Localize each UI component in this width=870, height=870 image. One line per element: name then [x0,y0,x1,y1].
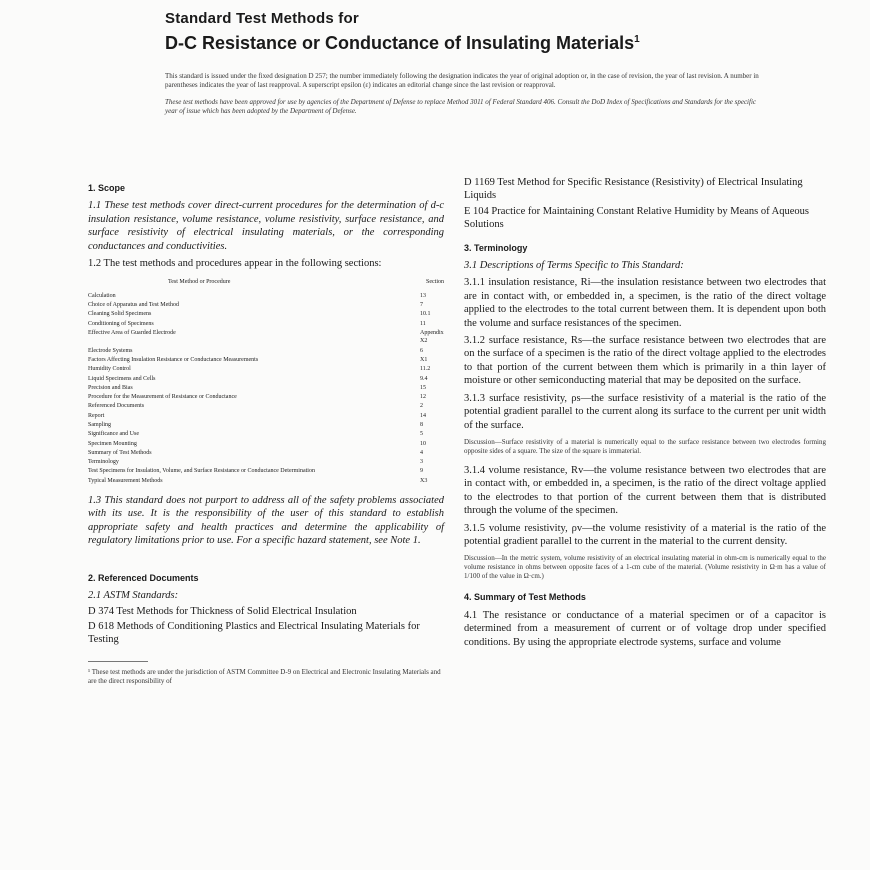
toc-row-section: 13 [420,292,426,299]
paragraph-3-1-1: 3.1.1 insulation resistance, Ri—the insulation resistance between two electrodes that are in contact with, or embedded in, a specimen, is the ratio of the direct voltage applied to the electrodes to the total current between them. It is dependent upon both the volume and surface resistances of the specimen. [464,277,826,329]
paragraph-1-3: 1.3 This standard does not purport to address all of the safety problems associated with its use. It is the responsibility of the user of this standard to establish appropriate safety and health practices and determine the applicability of regulatory limitations prior to use. For a specific hazard statement, see Note 1. [88,495,444,547]
document-title-text: D-C Resistance or Conductance of Insulating Materials [165,33,635,53]
toc-row-section: X3 [420,477,428,484]
toc-row-name: Summary of Test Methods [88,449,152,456]
toc-row [88,412,444,421]
paragraph-3-1-3: 3.1.3 surface resistivity, ρs—the surface resistivity of a material is the ratio of the potential gradient parallel to the current along its surface to the current per unit width of the surface. [464,392,826,431]
toc-row-section: 3 [420,459,423,466]
toc-row-section: 6 [420,347,423,354]
toc-row-name: Electrode Systems [88,347,133,354]
toc-row-name: Cleaning Solid Specimens [88,311,152,318]
toc-row-section: 12 [420,394,426,401]
document-title [165,33,805,54]
reference-e104: E 104 Practice for Maintaining Constant Relative Humidity by Means of Aqueous Solutions [464,205,809,231]
toc-header-section: Section [426,279,444,286]
toc-row-name: Precision and Bias [88,384,133,391]
toc-row-name: Report [88,412,105,419]
discussion-volume-resistivity: Discussion—In the metric system, volume resistivity of an electrical insulating material in ohm-cm is numerically equal to the volume resistance in ohms between opposite faces of a 1-cm cube of the material. (Volume resistivity in Ω·m has a value of 1/100 of the value in Ω·cm.) [464,554,826,581]
sections-table [88,292,444,486]
toc-row-name: Typical Measurement Methods [88,477,163,484]
title-footnote-marker: 1 [634,34,640,45]
title-block [165,10,805,54]
toc-row [88,402,444,411]
reference-d374: D 374 Test Methods for Thickness of Solid Electrical Insulation [88,605,357,617]
toc-row [88,477,444,486]
toc-row-section: Appendix X2 [420,330,444,345]
toc-row-section: 7 [420,302,423,309]
toc-row-section: 10.1 [420,311,431,318]
toc-row [88,356,444,365]
toc-row-section: 14 [420,412,426,419]
left-column [88,176,444,686]
toc-row-name: Specimen Mounting [88,440,137,447]
toc-row-section: 9 [420,468,423,475]
toc-row [88,375,444,384]
toc-row [88,365,444,374]
section-heading-terminology: 3. Terminology [464,242,528,253]
toc-row-section: 11 [420,320,426,327]
toc-row-name: Significance and Use [88,431,139,438]
toc-row [88,310,444,319]
toc-row [88,467,444,476]
discussion-surface-resistivity: Discussion—Surface resistivity of a material is numerically equal to the surface resistance between two electrodes forming opposite sides of a square. The size of the square is immaterial. [464,437,826,455]
astm-standards-label: 2.1 ASTM Standards: [88,590,179,602]
toc-row-section: 8 [420,422,423,428]
toc-row-name: Effective Area of Guarded Electrode [88,330,176,337]
paragraph-3-1-2: 3.1.2 surface resistance, Rs—the surface resistance between two electrodes that are on the surface of a specimen is the ratio of the direct voltage applied to the electrodes to that portion of the current between them which is primarily in a thin layer of moisture or other semiconducting material that may be deposited on the surface. [464,335,826,387]
toc-row-section: 10 [420,440,426,447]
toc-row-name: Terminology [88,459,119,466]
reference-d1169: D 1169 Test Method for Specific Resistance (Resistivity) of Electrical Insulating Liquids [464,177,803,202]
toc-row-name: Factors Affecting Insulation Resistance or Conductance Measurements [88,356,259,363]
reference-d618: D 618 Methods of Conditioning Plastics and Electrical Insulating Materials for Testing [88,620,420,646]
toc-row-name: Choice of Apparatus and Test Method [88,302,179,309]
toc-row-name: Procedure for the Measurement of Resistance or Conductance [88,394,237,401]
right-column [464,176,826,653]
toc-row-section: X1 [420,356,428,363]
toc-row-name: Humidity Control [88,366,131,373]
toc-row-section: 11.2 [420,366,431,373]
toc-row [88,347,444,356]
toc-row-section: 4 [420,449,423,456]
toc-row-name: Liquid Specimens and Cells [88,375,156,382]
footnote-1: ¹ These test methods are under the jurisdiction of ASTM Committee D-9 on Electrical and Electronic Insulating Materials and are the direct responsibility of [88,667,441,685]
dod-notice: These test methods have been approved for use by agencies of the Department of Defense to replace Method 3011 of Federal Standard 406. Consult the DoD Index of Specifications and Standards for the specific year of issue which has been adopted by the Department of Defense. [165,98,756,115]
toc-row [88,430,444,439]
footnote-rule [88,661,148,662]
paragraph-4-1: 4.1 The resistance or conductance of a material specimen or of a capacitor is determined from a measurement of current or of voltage drop under specified conditions. By using the appropriate electrode systems, surface and volume [464,609,826,648]
toc-row-name: Calculation [88,292,116,299]
toc-row [88,440,444,449]
toc-row-name: Test Specimens for Insulation, Volume, and Surface Resistance or Conductance Determination [88,468,315,475]
paragraph-1-2: 1.2 The test methods and procedures appear in the following sections: [88,258,382,270]
paragraph-3-1-5: 3.1.5 volume resistivity, ρv—the volume resistivity of a material is the ratio of the potential gradient parallel to the current in the material to the current density. [464,522,826,547]
section-heading-referenced-documents: 2. Referenced Documents [88,572,199,583]
paragraph-3-1: 3.1 Descriptions of Terms Specific to This Standard: [464,260,684,272]
intro-notice [165,72,765,124]
toc-row-section: 15 [420,384,426,391]
toc-row-section: 5 [420,431,423,438]
paragraph-3-1-4: 3.1.4 volume resistance, Rv—the volume resistance between two electrodes that are in contact with, or embedded in, a specimen, is the ratio of the direct voltage applied to the electrodes to that portion of the current between them that is distributed through the volume of the specimen. [464,464,826,517]
toc-row [88,458,444,467]
section-heading-summary: 4. Summary of Test Methods [464,592,586,603]
toc-row-section: 9.4 [420,375,428,382]
toc-row [88,393,444,402]
section-heading-scope: 1. Scope [88,183,126,193]
toc-row-name: Conditioning of Specimens [88,320,154,327]
toc-row-section: 2 [420,403,423,410]
toc-row [88,301,444,310]
toc-row [88,292,444,301]
toc-header-procedure: Test Method or Procedure [168,279,231,286]
toc-row [88,384,444,393]
toc-row [88,320,444,329]
toc-row [88,449,444,458]
toc-row [88,329,444,347]
designation-notice: This standard is issued under the fixed designation D 257; the number immediately following the designation indicates the year of original adoption or, in the case of revision, the year of last revision. A number in parentheses indicates the year of last reapproval. A superscript epsilon (ε) indicates an editorial change since the last revision or reapproval. [165,72,759,89]
toc-header [88,276,444,289]
toc-row [88,421,444,430]
toc-row-name: Referenced Documents [88,403,145,410]
title-line-1: Standard Test Methods for [165,10,359,27]
toc-row-name: Sampling [88,422,112,428]
paragraph-1-1: 1.1 These test methods cover direct-current procedures for the determination of d-c insulation resistance, volume resistance, volume resistivity, surface resistance, and surface resistivity of electrical insulating materials, or the corresponding conductances and conductivities. [88,200,444,252]
